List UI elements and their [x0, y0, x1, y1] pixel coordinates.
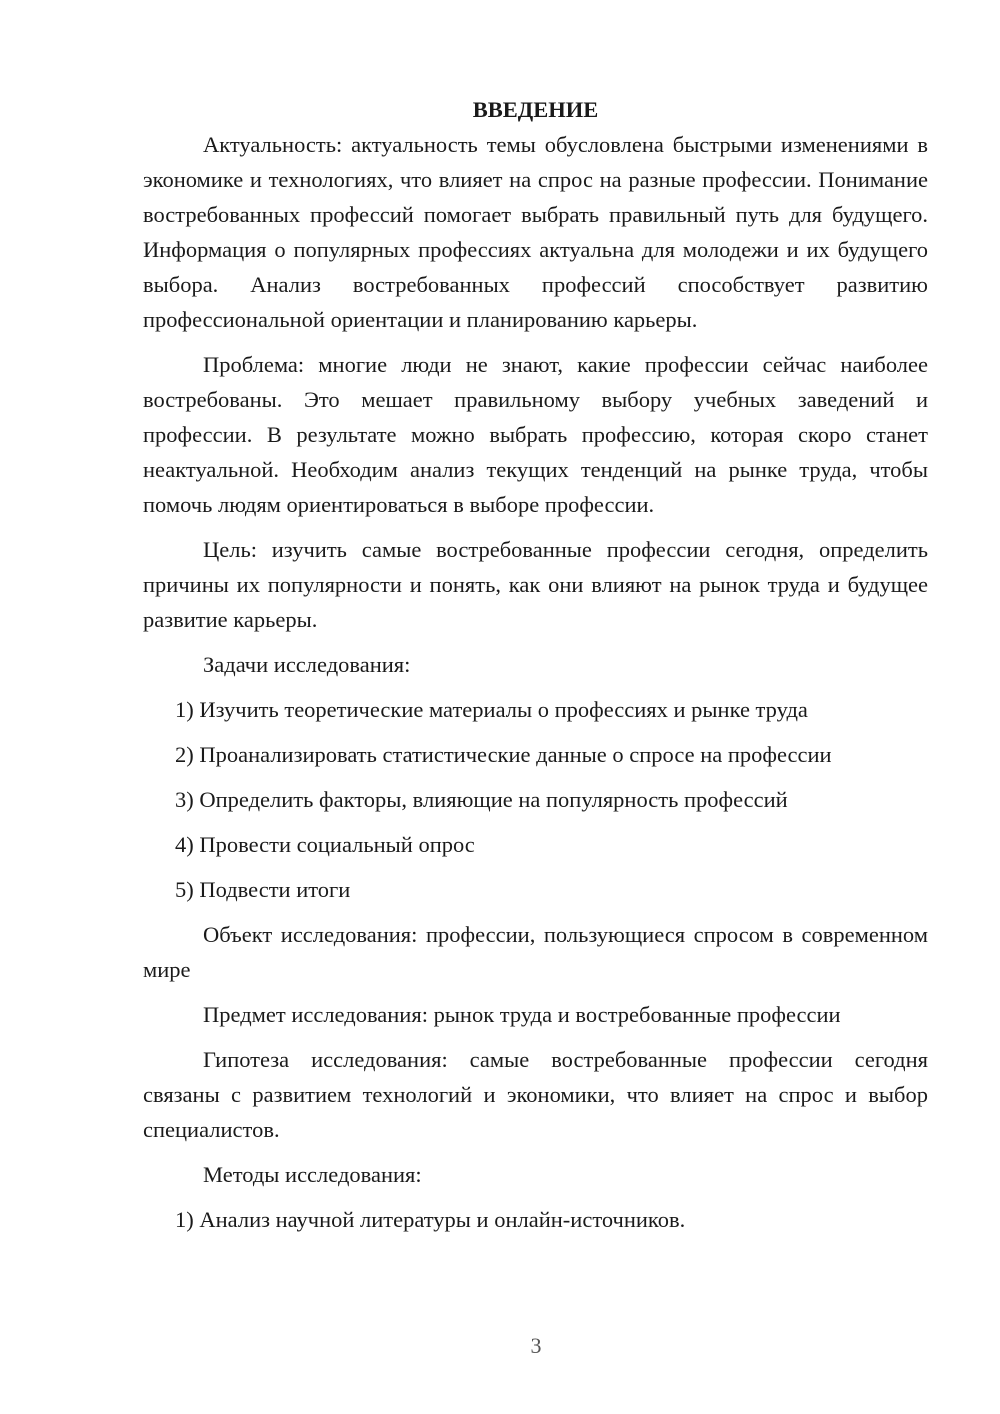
- methods-title: Методы исследования:: [203, 1162, 422, 1187]
- method-item-1: 1) Анализ научной литературы и онлайн-источников.: [175, 1207, 686, 1232]
- task-item-4: 4) Провести социальный опрос: [175, 832, 475, 857]
- task-item-3: 3) Определить факторы, влияющие на популярность профессий: [175, 787, 788, 812]
- task-item-1: 1) Изучить теоретические материалы о профессиях и рынке труда: [175, 697, 808, 722]
- task-item-2: 2) Проанализировать статистические данные о спросе на профессии: [175, 742, 832, 767]
- tasks-title: Задачи исследования:: [203, 652, 411, 677]
- goal-paragraph: Цель: изучить самые востребованные профессии сегодня, определить причины их популярности и понять, как они влияют на рынок труда и будущее развитие карьеры.: [143, 537, 928, 632]
- object-paragraph: Объект исследования: профессии, пользующиеся спросом в современном мире: [143, 922, 928, 982]
- task-item-5: 5) Подвести итоги: [175, 877, 351, 902]
- document-page: [143, 92, 928, 1237]
- hypothesis-paragraph: Гипотеза исследования: самые востребованные профессии сегодня связаны с развитием технологий и экономики, что влияет на спрос и выбор специалистов.: [143, 1047, 928, 1142]
- page-number: 3: [530, 1333, 542, 1358]
- page-title: ВВЕДЕНИЕ: [472, 97, 599, 122]
- problem-paragraph: Проблема: многие люди не знают, какие профессии сейчас наиболее востребованы. Это мешает правильному выбору учебных заведений и профессии. В результате можно выбрать профессию, которая скоро станет неактуальной. Необходим анализ текущих тенденций на рынке труда, чтобы помочь людям ориентироваться в выборе профессии.: [143, 352, 928, 517]
- relevance-paragraph: Актуальность: актуальность темы обусловлена быстрыми изменениями в экономике и технологиях, что влияет на спрос на разные профессии. Понимание востребованных профессий помогает выбрать правильный путь для будущего. Информация о популярных профессиях актуальна для молодежи и их будущего выбора. Анализ востребованных профессий способствует развитию профессиональной ориентации и планированию карьеры.: [143, 132, 928, 332]
- subject-paragraph: Предмет исследования: рынок труда и востребованные профессии: [203, 1002, 841, 1027]
